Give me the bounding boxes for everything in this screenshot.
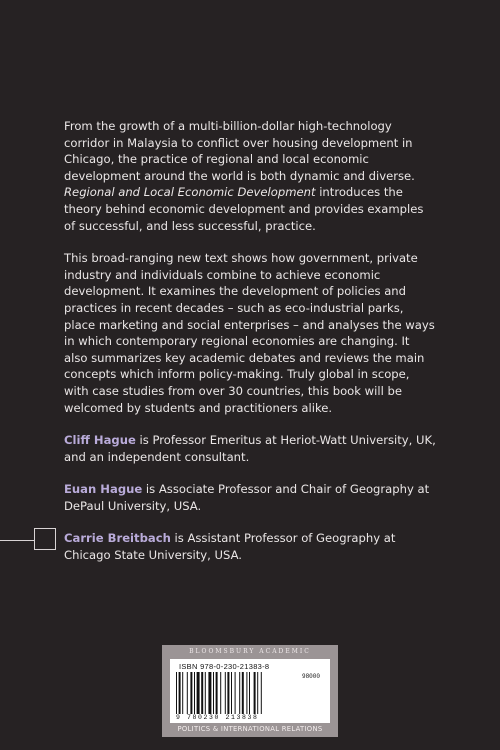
barcode-stripe [249,672,250,714]
barcode-stripe [227,672,229,714]
barcode-stripe [225,672,226,714]
blurb-paragraph-2: This broad-ranging new text shows how government, private industry and individuals combine to achieve economic development. It examines the development of policies and practices in recent decades – such as eco-industrial parks, place marketing and social enterprises – and analyses the ways in which contemporary regional economies are changing. It also summarizes key academic debates and reviews the main concepts which inform policy-making. Truly global in scope, with case studies from over 30 countries, this book will be welcomed by students and practitioners alike. [64,251,435,415]
decorative-line [0,540,34,541]
barcode-panel [162,645,338,737]
barcode-stripe [194,672,195,714]
barcode-box [170,659,330,723]
author-bio-text: is Professor Emeritus at Heriot-Watt University, UK, and an independent consultant. [64,433,436,464]
barcode-stripe [257,672,258,714]
barcode-stripe [179,672,181,714]
book-title-italic: Regional and Local Economic Development [64,185,316,200]
publisher-label: BLOOMSBURY ACADEMIC [189,648,311,655]
barcode-stripe [208,672,211,714]
barcode-stripe [201,672,203,714]
barcode-stripe [242,672,244,714]
barcode-stripe [239,672,240,714]
barcode-stripe [197,672,200,714]
author-name: Cliff Hague [64,433,136,448]
ean-digits: 9 780230 213838 [176,714,259,721]
barcode-stripe [254,672,256,714]
barcode-stripe [176,672,177,714]
barcode-stripe [190,672,192,714]
barcode-stripe [213,672,214,714]
author-name: Carrie Breitbach [64,531,171,546]
subject-label: POLITICS & INTERNATIONAL RELATIONS [177,725,323,733]
author-bio-text: is Assistant Professor of Geography at Chicago State University, USA. [64,531,396,563]
barcode-stripe [187,672,188,714]
author-bio [64,530,436,563]
blurb-paragraph-1 [64,118,436,234]
blurb-p1-start: From the growth of a multi-billion-dollar high-technology corridor in Malaysia to conflict over housing development in Chicago, the practice of regional and local economic development around the world is both dynamic and diverse. [64,119,415,183]
barcode-stripe [235,672,236,714]
barcode-stripe [220,672,221,714]
barcode-stripe [231,672,232,714]
blurb-p1-end: introduces the theory behind economic development and provides examples of successful, and less successful, practice. [64,185,424,233]
price-code: 98000 [301,673,320,680]
barcode-bars [176,672,286,714]
barcode-stripe [216,672,218,714]
decorative-square [34,528,56,550]
author-name: Euan Hague [64,482,143,497]
barcode-stripe [182,672,183,714]
back-cover-text [64,118,436,580]
author-bio-text: is Associate Professor and Chair of Geography at DePaul University, USA. [64,482,430,513]
barcode-stripe [205,672,206,714]
barcode-stripe [261,672,262,714]
barcode-stripe [246,672,247,714]
author-bio [64,481,436,514]
isbn-text: ISBN 978-0-230-21383-8 [179,662,270,671]
author-bio [64,432,436,465]
